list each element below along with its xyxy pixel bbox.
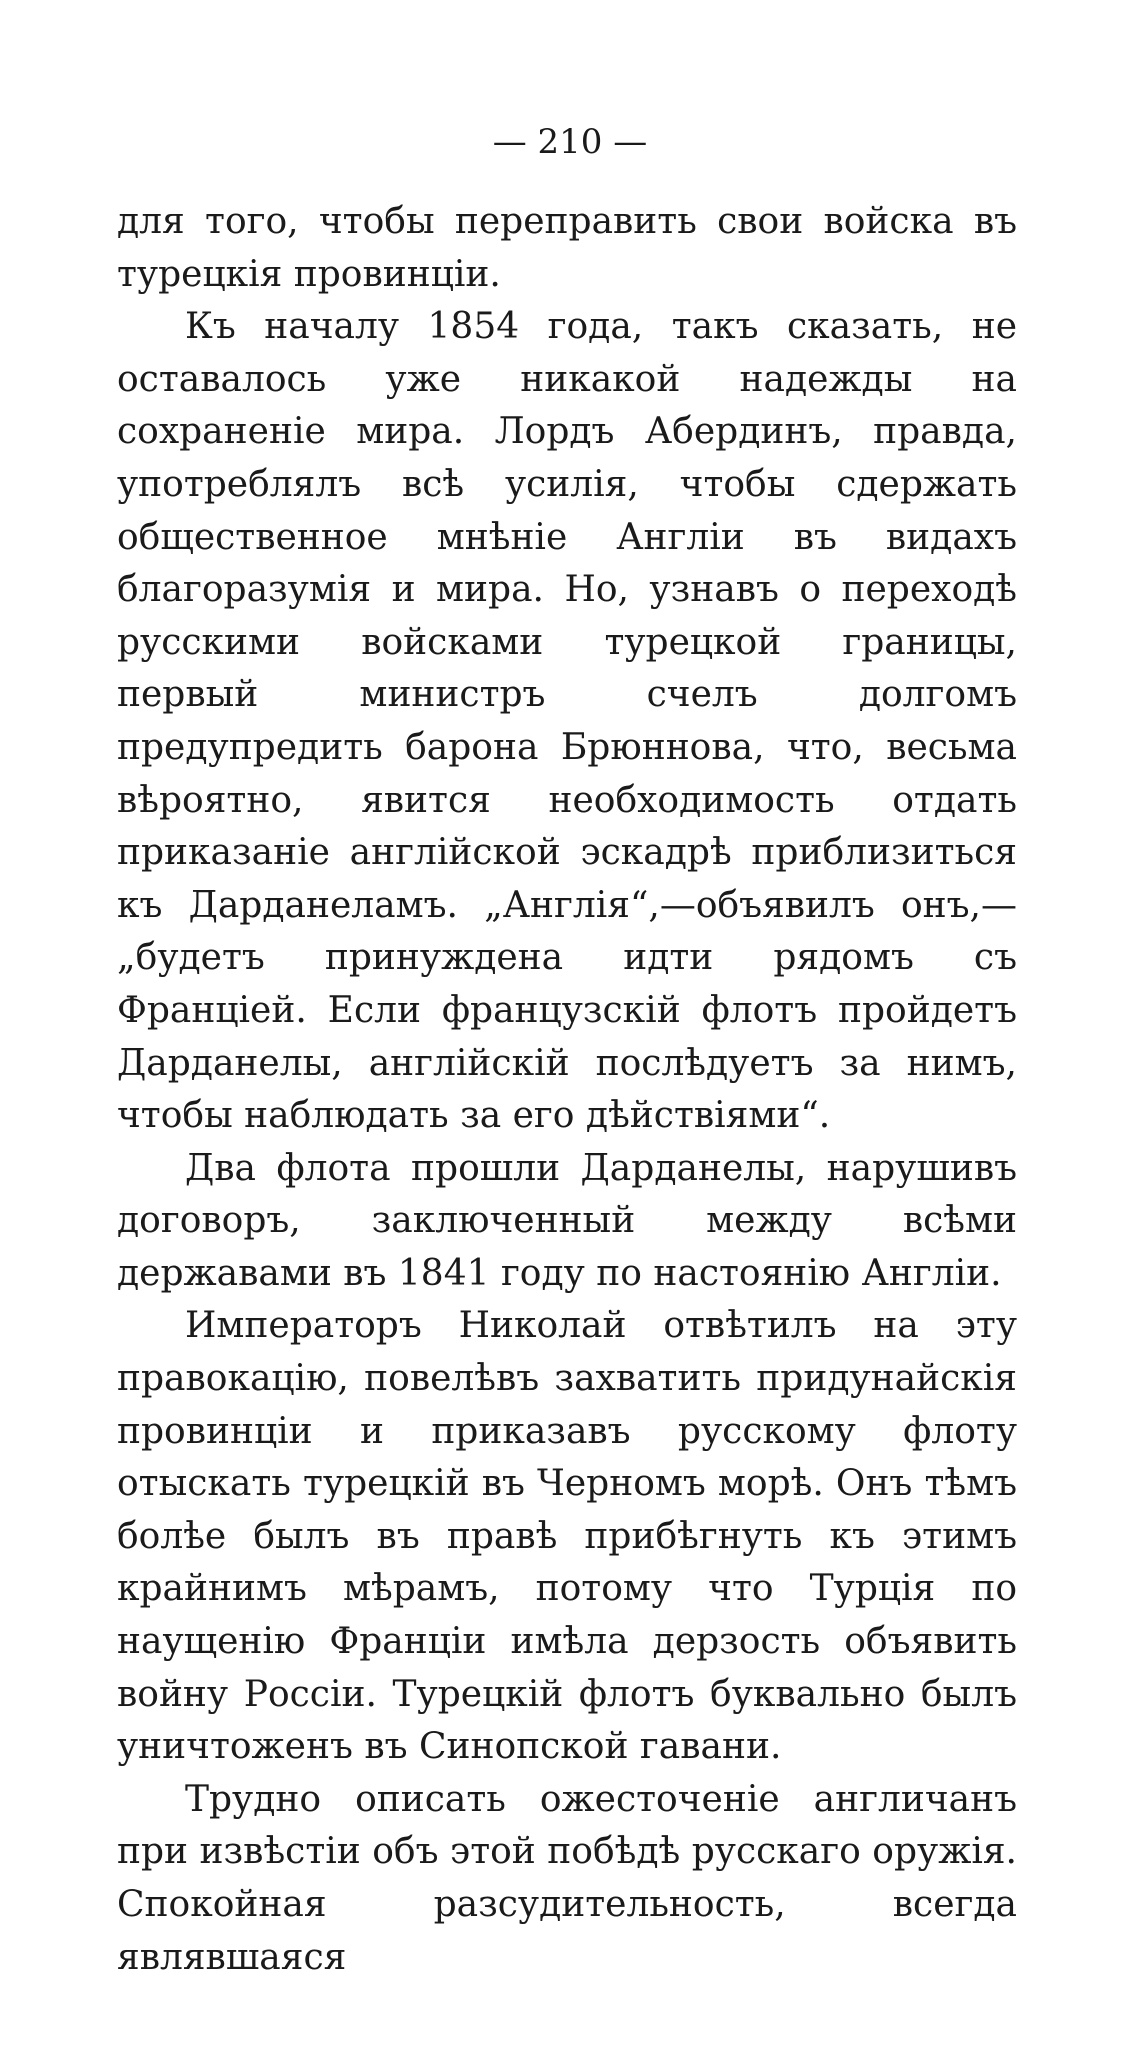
paragraph: Два флота прошли Дарданелы, нарушивъ договоръ, заключенный между всѣми державами въ 1841 году по настоянію Англіи. xyxy=(117,1147,1017,1294)
body-text xyxy=(117,196,1017,1984)
page-number: — 210 — xyxy=(492,122,648,162)
paragraph: Императоръ Николай отвѣтилъ на эту правокацію, повелѣвъ захватить придунайскія провинціи и приказавъ русскому флоту отыскать турецкій въ Черномъ морѣ. Онъ тѣмъ болѣе былъ въ правѣ прибѣгнуть къ этимъ крайнимъ мѣрамъ, потому что Турція по наущенію Франціи имѣла дерзость объявить войну Россіи. Турецкій флотъ буквально былъ уничтоженъ въ Синопской гавани. xyxy=(117,1305,1017,1768)
paragraph: Къ началу 1854 года, такъ сказать, не оставалось уже никакой надежды на сохраненіе мира. Лордъ Абердинъ, правда, употреблялъ всѣ усилія, чтобы сдержать общественное мнѣніе Англіи въ видахъ благоразумія и мира. Но, узнавъ о переходѣ русскими войсками турецкой границы, первый министръ счелъ долгомъ предупредить барона Брюннова, что, весьма вѣроятно, явится необходимость отдать приказаніе англійской эскадрѣ приблизиться къ Дарданеламъ. „Англія“,—объявилъ онъ,—„будетъ принуждена идти рядомъ съ Франціей. Если французскій флотъ пройдетъ Дарданелы, англійскій послѣдуетъ за нимъ, чтобы наблюдать за его дѣйствіями“. xyxy=(117,306,1017,1137)
paragraph: для того, чтобы переправить свои войска въ турецкія провинціи. xyxy=(117,201,1017,295)
paragraph: Трудно описать ожесточеніе англичанъ при извѣстіи объ этой побѣдѣ русскаго оружія. Спокойная разсудительность, всегда являвшаяся xyxy=(117,1778,1017,1978)
